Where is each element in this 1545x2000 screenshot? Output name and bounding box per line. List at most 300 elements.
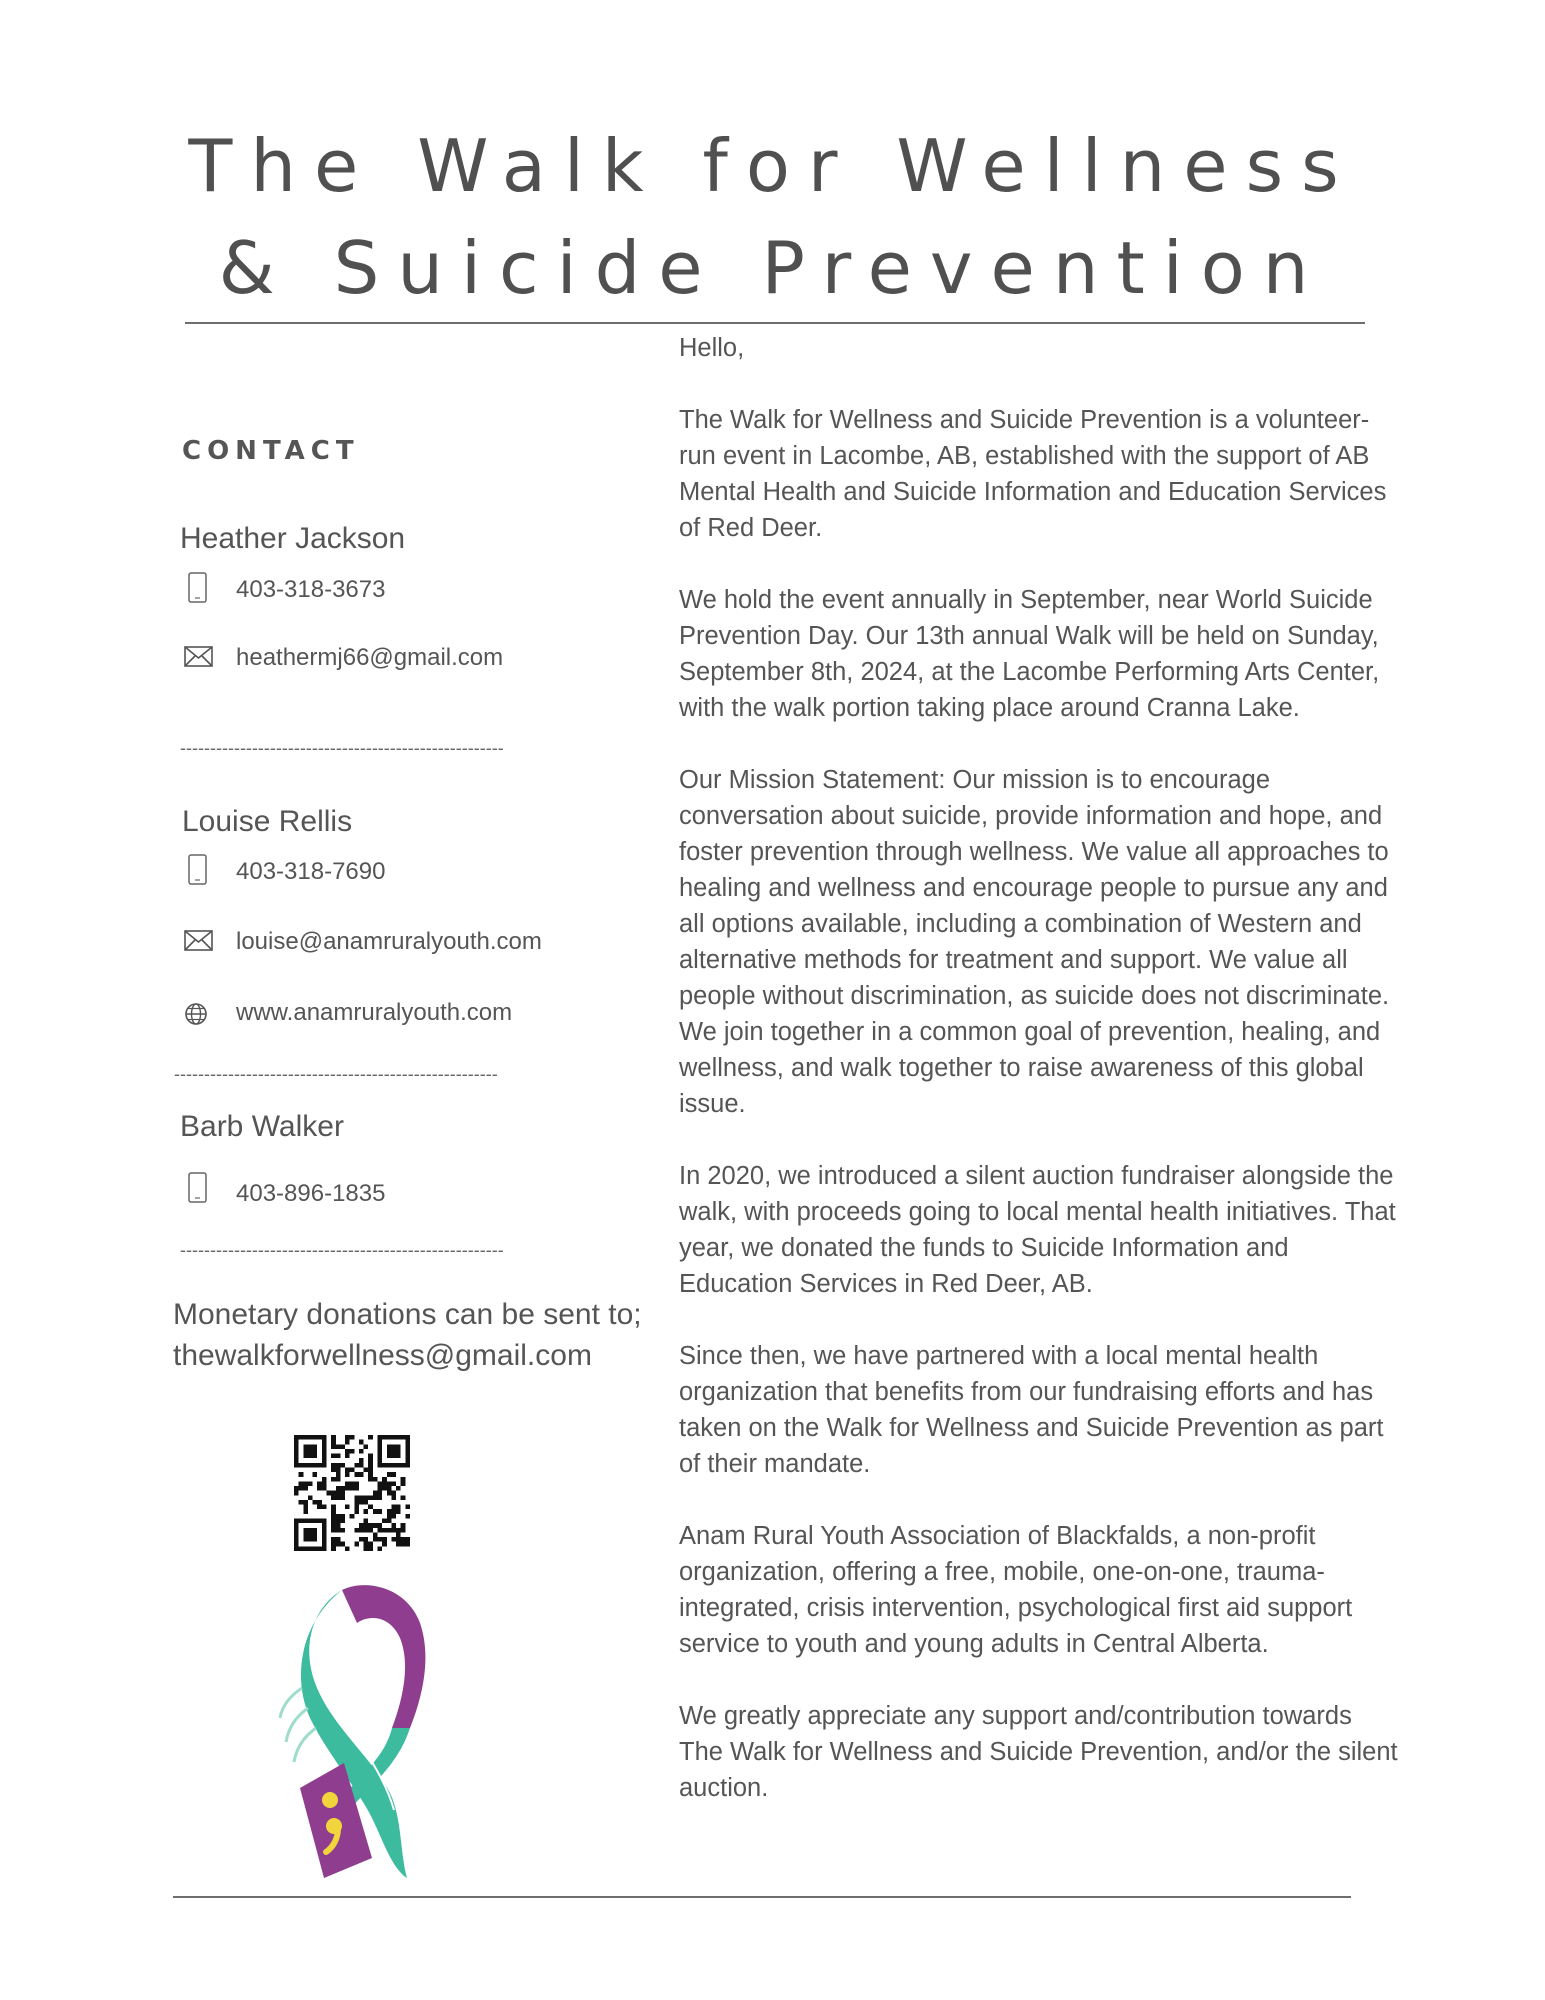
qr-module bbox=[354, 1528, 359, 1533]
qr-module bbox=[373, 1509, 378, 1514]
qr-module bbox=[354, 1472, 359, 1477]
qr-module bbox=[396, 1505, 401, 1510]
qr-module bbox=[336, 1528, 341, 1533]
qr-module bbox=[391, 1463, 396, 1468]
contact-name-louise: Louise Rellis bbox=[182, 805, 353, 838]
qr-module bbox=[391, 1444, 396, 1449]
qr-module bbox=[396, 1532, 401, 1537]
donation-email[interactable]: thewalkforwellness@gmail.com bbox=[173, 1339, 592, 1372]
qr-module bbox=[331, 1514, 336, 1519]
qr-module bbox=[391, 1435, 396, 1440]
page-title-line-2: & Suicide Prevention bbox=[218, 226, 1327, 310]
qr-module bbox=[340, 1486, 345, 1491]
qr-module bbox=[308, 1528, 313, 1533]
qr-module bbox=[313, 1435, 318, 1440]
qr-module bbox=[294, 1449, 299, 1454]
qr-module bbox=[396, 1463, 401, 1468]
qr-module bbox=[331, 1505, 336, 1510]
qr-module bbox=[336, 1444, 341, 1449]
qr-module bbox=[303, 1500, 308, 1505]
qr-module bbox=[294, 1435, 299, 1440]
qr-module bbox=[391, 1505, 396, 1510]
qr-module bbox=[303, 1463, 308, 1468]
qr-module bbox=[405, 1542, 410, 1547]
qr-module bbox=[322, 1542, 327, 1547]
qr-module bbox=[336, 1542, 341, 1547]
qr-module bbox=[396, 1537, 401, 1542]
qr-module bbox=[294, 1458, 299, 1463]
qr-module bbox=[331, 1440, 336, 1445]
qr-module bbox=[303, 1505, 308, 1510]
qr-module bbox=[364, 1500, 369, 1505]
qr-module bbox=[364, 1537, 369, 1542]
qr-module bbox=[387, 1454, 392, 1459]
qr-module bbox=[331, 1495, 336, 1500]
qr-module bbox=[345, 1546, 350, 1551]
qr-module bbox=[387, 1491, 392, 1496]
qr-module bbox=[391, 1537, 396, 1542]
qr-module bbox=[294, 1532, 299, 1537]
qr-module bbox=[336, 1467, 341, 1472]
qr-module bbox=[387, 1486, 392, 1491]
qr-module bbox=[303, 1454, 308, 1459]
qr-module bbox=[326, 1491, 331, 1496]
qr-module bbox=[308, 1463, 313, 1468]
qr-module bbox=[336, 1523, 341, 1528]
qr-module bbox=[359, 1472, 364, 1477]
qr-module bbox=[336, 1472, 341, 1477]
qr-module bbox=[322, 1435, 327, 1440]
qr-module bbox=[368, 1472, 373, 1477]
qr-module bbox=[391, 1495, 396, 1500]
contact-heading: CONTACT bbox=[182, 436, 360, 466]
qr-module bbox=[354, 1495, 359, 1500]
qr-module bbox=[401, 1523, 406, 1528]
qr-module bbox=[331, 1542, 336, 1547]
qr-module bbox=[387, 1519, 392, 1524]
qr-module bbox=[331, 1463, 336, 1468]
contact-email-heather[interactable]: heathermj66@gmail.com bbox=[236, 644, 504, 671]
qr-module bbox=[313, 1463, 318, 1468]
qr-module bbox=[336, 1495, 341, 1500]
qr-module bbox=[391, 1528, 396, 1533]
qr-module bbox=[336, 1454, 341, 1459]
qr-module bbox=[354, 1481, 359, 1486]
qr-module bbox=[354, 1505, 359, 1510]
qr-module bbox=[378, 1463, 383, 1468]
qr-module bbox=[294, 1444, 299, 1449]
qr-module bbox=[396, 1486, 401, 1491]
qr-module bbox=[405, 1514, 410, 1519]
qr-module bbox=[299, 1472, 304, 1477]
qr-module bbox=[391, 1514, 396, 1519]
qr-module bbox=[336, 1519, 341, 1524]
letter-paragraph: Anam Rural Youth Association of Blackfalds, a non-profit organization, offering a free, mobile, one-on-one, trauma-integrated, crisis intervention, psychological first aid support service to youth and young adults in Central Alberta. bbox=[679, 1522, 1353, 1658]
qr-module bbox=[382, 1486, 387, 1491]
qr-module bbox=[396, 1449, 401, 1454]
qr-module bbox=[322, 1532, 327, 1537]
qr-module bbox=[331, 1444, 336, 1449]
qr-module bbox=[387, 1528, 392, 1533]
qr-module bbox=[336, 1477, 341, 1482]
qr-module bbox=[405, 1463, 410, 1468]
qr-module bbox=[382, 1463, 387, 1468]
letter-paragraph: In 2020, we introduced a silent auction fundraiser alongside the walk, with proceeds going to local mental health initiatives. That year, we donated the funds to Suicide Information and Education Services in Red Deer, AB. bbox=[679, 1162, 1396, 1298]
qr-module bbox=[378, 1523, 383, 1528]
qr-module bbox=[313, 1528, 318, 1533]
qr-module bbox=[317, 1546, 322, 1551]
qr-module bbox=[294, 1523, 299, 1528]
phone-icon bbox=[186, 854, 212, 886]
qr-module bbox=[387, 1449, 392, 1454]
letter-greeting: Hello, bbox=[679, 334, 745, 362]
qr-module bbox=[378, 1449, 383, 1454]
qr-module bbox=[382, 1481, 387, 1486]
contact-phone-barb[interactable]: 403-896-1835 bbox=[236, 1180, 386, 1207]
qr-module bbox=[322, 1519, 327, 1524]
qr-module bbox=[382, 1519, 387, 1524]
qr-module bbox=[322, 1481, 327, 1486]
qr-module bbox=[359, 1463, 364, 1468]
qr-module bbox=[331, 1537, 336, 1542]
qr-module bbox=[308, 1532, 313, 1537]
qr-module bbox=[364, 1509, 369, 1514]
qr-module bbox=[322, 1449, 327, 1454]
qr-module bbox=[354, 1509, 359, 1514]
qr-module bbox=[345, 1454, 350, 1459]
qr-module bbox=[294, 1542, 299, 1547]
qr-module bbox=[317, 1500, 322, 1505]
contact-divider: ------------------------------------------------------ bbox=[180, 738, 504, 758]
qr-module bbox=[322, 1444, 327, 1449]
qr-module bbox=[322, 1486, 327, 1491]
qr-module bbox=[387, 1463, 392, 1468]
contact-phone-louise[interactable]: 403-318-7690 bbox=[236, 858, 386, 885]
qr-module bbox=[378, 1546, 383, 1551]
qr-module bbox=[405, 1505, 410, 1510]
qr-module bbox=[308, 1546, 313, 1551]
qr-module bbox=[294, 1519, 299, 1524]
qr-module bbox=[313, 1532, 318, 1537]
qr-module bbox=[401, 1435, 406, 1440]
qr-module bbox=[331, 1467, 336, 1472]
qr-module bbox=[378, 1491, 383, 1496]
letter-paragraph: Since then, we have partnered with a local mental health organization that benefits from our fundraising efforts and has taken on the Walk for Wellness and Suicide Prevention as part of their mandate. bbox=[679, 1342, 1384, 1478]
qr-module bbox=[387, 1514, 392, 1519]
qr-module bbox=[391, 1491, 396, 1496]
qr-module bbox=[340, 1495, 345, 1500]
qr-module bbox=[382, 1542, 387, 1547]
qr-module bbox=[364, 1528, 369, 1533]
qr-module bbox=[364, 1546, 369, 1551]
qr-module bbox=[368, 1435, 373, 1440]
qr-module bbox=[340, 1463, 345, 1468]
qr-module bbox=[308, 1495, 313, 1500]
contact-name-heather: Heather Jackson bbox=[180, 522, 406, 555]
qr-module bbox=[340, 1519, 345, 1524]
qr-module bbox=[322, 1454, 327, 1459]
qr-module bbox=[378, 1440, 383, 1445]
qr-module bbox=[378, 1481, 383, 1486]
qr-module bbox=[303, 1486, 308, 1491]
qr-module bbox=[317, 1463, 322, 1468]
qr-module bbox=[336, 1491, 341, 1496]
qr-module bbox=[401, 1537, 406, 1542]
qr-module bbox=[354, 1542, 359, 1547]
qr-module bbox=[303, 1481, 308, 1486]
qr-module bbox=[294, 1546, 299, 1551]
qr-module bbox=[336, 1486, 341, 1491]
qr-module bbox=[345, 1472, 350, 1477]
qr-module bbox=[359, 1449, 364, 1454]
letter-paragraph: Our Mission Statement: Our mission is to encourage conversation about suicide, provide information and hope, and foster prevention through wellness. We value all approaches to healing and wellness and encourage people to pursue any and all options available, including a combination of Western and alternative methods for treatment and support. We value all people without discrimination, as suicide does not discriminate. We join together in a common goal of prevention, healing, and wellness, and walk together to raise awareness of this global issue. bbox=[679, 766, 1390, 1118]
qr-module bbox=[345, 1440, 350, 1445]
qr-module bbox=[378, 1444, 383, 1449]
qr-module bbox=[391, 1523, 396, 1528]
qr-module bbox=[303, 1532, 308, 1537]
qr-module bbox=[368, 1458, 373, 1463]
qr-module bbox=[405, 1435, 410, 1440]
qr-module bbox=[391, 1481, 396, 1486]
qr-module bbox=[336, 1537, 341, 1542]
qr-module bbox=[313, 1449, 318, 1454]
qr-module bbox=[359, 1495, 364, 1500]
globe-icon bbox=[184, 1002, 208, 1026]
qr-module bbox=[322, 1440, 327, 1445]
qr-module bbox=[345, 1467, 350, 1472]
qr-module bbox=[391, 1454, 396, 1459]
qr-module bbox=[299, 1481, 304, 1486]
qr-module bbox=[331, 1491, 336, 1496]
qr-module bbox=[331, 1523, 336, 1528]
qr-module bbox=[294, 1440, 299, 1445]
letter-paragraph: The Walk for Wellness and Suicide Prevention is a volunteer-run event in Lacombe, AB, established with the support of AB Mental Health and Suicide Information and Education Services of Red Deer. bbox=[679, 406, 1387, 542]
contact-email-louise[interactable]: louise@anamruralyouth.com bbox=[236, 928, 542, 955]
qr-module bbox=[401, 1542, 406, 1547]
qr-module bbox=[368, 1467, 373, 1472]
qr-module bbox=[368, 1477, 373, 1482]
qr-module bbox=[294, 1537, 299, 1542]
qr-module bbox=[294, 1486, 299, 1491]
qr-module bbox=[364, 1542, 369, 1547]
contact-name-barb: Barb Walker bbox=[180, 1110, 344, 1143]
qr-module bbox=[401, 1463, 406, 1468]
qr-module bbox=[405, 1454, 410, 1459]
qr-module bbox=[322, 1463, 327, 1468]
qr-module bbox=[382, 1537, 387, 1542]
qr-module bbox=[322, 1546, 327, 1551]
qr-module bbox=[391, 1509, 396, 1514]
qr-module bbox=[345, 1486, 350, 1491]
awareness-ribbon-logo bbox=[272, 1578, 452, 1888]
qr-module bbox=[331, 1435, 336, 1440]
qr-module bbox=[299, 1486, 304, 1491]
contact-divider: ------------------------------------------------------ bbox=[180, 1240, 504, 1260]
qr-module bbox=[340, 1514, 345, 1519]
qr-module bbox=[308, 1481, 313, 1486]
qr-module bbox=[368, 1528, 373, 1533]
qr-module bbox=[387, 1509, 392, 1514]
qr-module bbox=[322, 1505, 327, 1510]
qr-module bbox=[313, 1472, 318, 1477]
qr-module bbox=[350, 1449, 355, 1454]
qr-module bbox=[354, 1463, 359, 1468]
qr-module bbox=[317, 1486, 322, 1491]
qr-module bbox=[331, 1519, 336, 1524]
title-divider bbox=[185, 322, 1365, 324]
qr-module bbox=[373, 1537, 378, 1542]
qr-module bbox=[303, 1449, 308, 1454]
qr-module bbox=[382, 1435, 387, 1440]
qr-module bbox=[396, 1542, 401, 1547]
qr-module bbox=[303, 1509, 308, 1514]
qr-module bbox=[294, 1454, 299, 1459]
qr-module bbox=[387, 1472, 392, 1477]
qr-module bbox=[308, 1449, 313, 1454]
qr-module bbox=[401, 1477, 406, 1482]
qr-module bbox=[331, 1528, 336, 1533]
qr-module bbox=[317, 1435, 322, 1440]
envelope-icon bbox=[184, 930, 214, 952]
qr-module bbox=[378, 1454, 383, 1459]
qr-module bbox=[368, 1542, 373, 1547]
envelope-icon bbox=[184, 646, 214, 668]
qr-module bbox=[336, 1463, 341, 1468]
contact-phone-heather[interactable]: 403-318-3673 bbox=[236, 576, 386, 603]
qr-module bbox=[299, 1500, 304, 1505]
qr-module bbox=[359, 1528, 364, 1533]
qr-module bbox=[373, 1477, 378, 1482]
qr-module bbox=[373, 1523, 378, 1528]
qr-module bbox=[317, 1505, 322, 1510]
qr-module bbox=[350, 1486, 355, 1491]
qr-module bbox=[396, 1444, 401, 1449]
qr-module bbox=[345, 1435, 350, 1440]
qr-module bbox=[313, 1519, 318, 1524]
qr-module bbox=[405, 1444, 410, 1449]
qr-module bbox=[313, 1500, 318, 1505]
qr-module bbox=[364, 1495, 369, 1500]
qr-module bbox=[340, 1491, 345, 1496]
qr-module bbox=[308, 1454, 313, 1459]
donation-label: Monetary donations can be sent to; bbox=[173, 1298, 642, 1331]
qr-module bbox=[299, 1435, 304, 1440]
contact-website-louise[interactable]: www.anamruralyouth.com bbox=[236, 999, 513, 1026]
qr-module bbox=[322, 1477, 327, 1482]
qr-module bbox=[350, 1481, 355, 1486]
qr-module bbox=[350, 1514, 355, 1519]
footer-divider bbox=[173, 1896, 1351, 1898]
qr-module bbox=[368, 1505, 373, 1510]
qr-module bbox=[340, 1444, 345, 1449]
qr-module bbox=[303, 1444, 308, 1449]
qr-module bbox=[387, 1444, 392, 1449]
qr-module bbox=[378, 1528, 383, 1533]
qr-module bbox=[364, 1523, 369, 1528]
qr-module bbox=[331, 1454, 336, 1459]
qr-module bbox=[359, 1458, 364, 1463]
qr-module bbox=[303, 1528, 308, 1533]
qr-code-icon[interactable] bbox=[294, 1435, 410, 1551]
qr-module bbox=[350, 1467, 355, 1472]
qr-module bbox=[405, 1449, 410, 1454]
page-title-line-1: The Walk for Wellness bbox=[188, 124, 1357, 208]
qr-module bbox=[331, 1509, 336, 1514]
qr-module bbox=[313, 1537, 318, 1542]
qr-module bbox=[364, 1467, 369, 1472]
phone-icon bbox=[186, 1172, 212, 1204]
qr-module bbox=[294, 1528, 299, 1533]
qr-module bbox=[308, 1519, 313, 1524]
qr-module bbox=[364, 1444, 369, 1449]
qr-module bbox=[396, 1509, 401, 1514]
qr-module bbox=[345, 1505, 350, 1510]
qr-module bbox=[322, 1528, 327, 1533]
qr-module bbox=[317, 1481, 322, 1486]
qr-module bbox=[294, 1491, 299, 1496]
qr-module bbox=[378, 1486, 383, 1491]
qr-module bbox=[368, 1454, 373, 1459]
letter-body bbox=[679, 330, 1399, 1842]
qr-module bbox=[350, 1435, 355, 1440]
qr-module bbox=[378, 1509, 383, 1514]
qr-module bbox=[354, 1486, 359, 1491]
qr-module bbox=[294, 1463, 299, 1468]
qr-module bbox=[359, 1500, 364, 1505]
qr-module bbox=[313, 1546, 318, 1551]
qr-module bbox=[378, 1495, 383, 1500]
qr-module bbox=[368, 1495, 373, 1500]
letter-paragraph: We greatly appreciate any support and/contribution towards The Walk for Wellness and Suicide Prevention, and/or the silent auction. bbox=[679, 1702, 1398, 1802]
qr-module bbox=[303, 1546, 308, 1551]
qr-module bbox=[303, 1519, 308, 1524]
qr-module bbox=[345, 1481, 350, 1486]
qr-module bbox=[382, 1477, 387, 1482]
contact-divider: ------------------------------------------------------ bbox=[174, 1064, 498, 1084]
qr-module bbox=[401, 1528, 406, 1533]
qr-module bbox=[401, 1495, 406, 1500]
qr-module bbox=[391, 1449, 396, 1454]
qr-module bbox=[303, 1435, 308, 1440]
qr-module bbox=[359, 1537, 364, 1542]
qr-module bbox=[308, 1444, 313, 1449]
qr-module bbox=[308, 1435, 313, 1440]
qr-module bbox=[396, 1528, 401, 1533]
qr-module bbox=[396, 1454, 401, 1459]
qr-module bbox=[313, 1444, 318, 1449]
qr-module bbox=[299, 1519, 304, 1524]
qr-module bbox=[308, 1537, 313, 1542]
qr-module bbox=[299, 1546, 304, 1551]
qr-module bbox=[378, 1458, 383, 1463]
qr-module bbox=[401, 1481, 406, 1486]
phone-icon bbox=[186, 572, 212, 604]
qr-module bbox=[373, 1491, 378, 1496]
qr-module bbox=[405, 1537, 410, 1542]
qr-module bbox=[391, 1472, 396, 1477]
qr-module bbox=[368, 1523, 373, 1528]
qr-module bbox=[368, 1546, 373, 1551]
qr-module bbox=[299, 1463, 304, 1468]
qr-module bbox=[331, 1546, 336, 1551]
qr-module bbox=[368, 1463, 373, 1468]
qr-module bbox=[364, 1519, 369, 1524]
qr-module bbox=[303, 1537, 308, 1542]
qr-module bbox=[340, 1542, 345, 1547]
qr-module bbox=[313, 1454, 318, 1459]
qr-module bbox=[396, 1435, 401, 1440]
qr-module bbox=[359, 1440, 364, 1445]
